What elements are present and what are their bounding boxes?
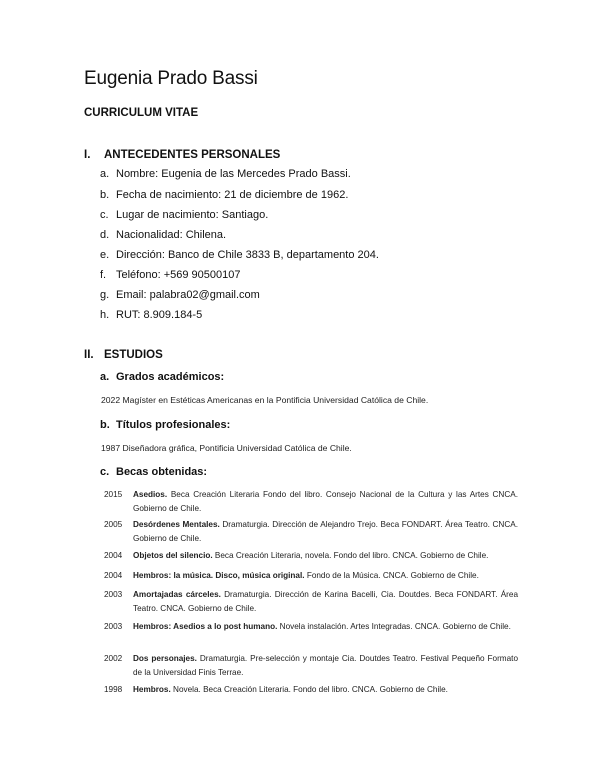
personal-item <box>100 168 351 180</box>
item-letter: g. <box>100 289 110 301</box>
section-heading-personal <box>84 149 280 161</box>
beca-description: Novela. Beca Creación Literaria. Fondo del libro. CNCA. Gobierno de Chile. <box>170 685 448 694</box>
beca-description: Beca Creación Literaria, novela. Fondo del libro. CNCA. Gobierno de Chile. <box>212 551 489 560</box>
beca-year: 2003 <box>104 590 123 599</box>
beca-year: 1998 <box>104 685 123 694</box>
item-text: Lugar de nacimiento: Santiago. <box>116 209 269 221</box>
beca-year: 2002 <box>104 654 123 663</box>
subsection-heading <box>100 371 224 383</box>
item-text: Dirección: Banco de Chile 3833 B, departamento 204. <box>116 249 379 261</box>
beca-title: Hembros. <box>133 685 171 694</box>
beca-year: 2004 <box>104 551 123 560</box>
beca-description: Dramaturgia. Pre-selección y montaje Cia. Doutdes Teatro. Festival Pequeño Formato de la Universidad Finis Terrae. <box>133 654 519 677</box>
email-text: Email: palabra02@gmail.com <box>116 289 260 301</box>
item-text: Nacionalidad: Chilena. <box>116 229 227 241</box>
beca-description: Novela instalación. Artes Integradas. CNCA. Gobierno de Chile. <box>277 622 511 631</box>
beca-title: Amortajadas cárceles. <box>133 590 221 599</box>
subsection-title: Títulos profesionales: <box>116 419 231 431</box>
beca-year: 2004 <box>104 571 123 580</box>
item-text: Teléfono: +569 90500107 <box>116 269 241 281</box>
item-letter: c. <box>100 209 109 221</box>
beca-title: Hembros: Asedios a lo post humano. <box>133 622 278 631</box>
beca-year: 2015 <box>104 490 123 499</box>
section-number: II. <box>84 349 94 361</box>
beca-description: Dramaturgia. Dirección de Karina Bacelli, Cia. Doutdes. Beca FONDART. Área Teatro. CNCA. Gobierno de Chile. <box>133 590 519 613</box>
personal-item <box>100 189 348 201</box>
personal-item <box>100 249 379 261</box>
item-text: Fecha de nacimiento: 21 de diciembre de 1962. <box>116 189 349 201</box>
subsection-letter: b. <box>100 419 110 431</box>
item-letter: d. <box>100 229 110 241</box>
beca-title: Objetos del silencio. <box>133 551 213 560</box>
item-letter: b. <box>100 189 110 201</box>
beca-description: Beca Creación Literaria Fondo del libro. Consejo Nacional de la Cultura y las Artes CNCA. Gobierno de Chile. <box>133 490 518 513</box>
beca-title: Desórdenes Mentales. <box>133 520 220 529</box>
beca-year: 2003 <box>104 622 123 631</box>
item-letter: f. <box>100 269 107 281</box>
subsection-heading <box>100 419 230 431</box>
section-title: ESTUDIOS <box>104 349 163 361</box>
section-title: ANTECEDENTES PERSONALES <box>104 149 281 161</box>
section-number: I. <box>84 149 91 161</box>
document-subtitle: CURRICULUM VITAE <box>84 107 199 119</box>
beca-title: Dos personajes. <box>133 654 197 663</box>
beca-title: Hembros: la música. Disco, música original. <box>133 571 305 580</box>
subsection-title: Becas obtenidas: <box>116 466 208 478</box>
item-letter: e. <box>100 249 110 261</box>
item-text: Nombre: Eugenia de las Mercedes Prado Bassi. <box>116 168 351 180</box>
personal-item <box>100 289 260 301</box>
subsection-title: Grados académicos: <box>116 371 225 383</box>
subsection-heading <box>100 466 207 478</box>
item-letter: a. <box>100 168 110 180</box>
beca-description: Fondo de la Música. CNCA. Gobierno de Chile. <box>304 571 479 580</box>
title-text: 1987 Diseñadora gráfica, Pontificia Universidad Católica de Chile. <box>101 443 352 453</box>
degree-text: 2022 Magíster en Estéticas Americanas en la Pontificia Universidad Católica de Chile. <box>101 395 429 405</box>
item-text: RUT: 8.909.184-5 <box>116 309 203 321</box>
beca-title: Asedios. <box>133 490 168 499</box>
personal-item <box>100 209 268 221</box>
subsection-letter: a. <box>100 371 110 383</box>
personal-item <box>100 309 202 321</box>
subsection-letter: c. <box>100 466 110 478</box>
personal-item <box>100 229 226 241</box>
item-letter: h. <box>100 309 110 321</box>
beca-year: 2005 <box>104 520 123 529</box>
beca-description: Dramaturgia. Dirección de Alejandro Trejo. Beca FONDART. Área Teatro. CNCA. Gobierno de Chile. <box>133 520 518 543</box>
personal-item <box>100 269 240 281</box>
author-name: Eugenia Prado Bassi <box>84 68 258 89</box>
section-heading-studies <box>84 349 163 361</box>
